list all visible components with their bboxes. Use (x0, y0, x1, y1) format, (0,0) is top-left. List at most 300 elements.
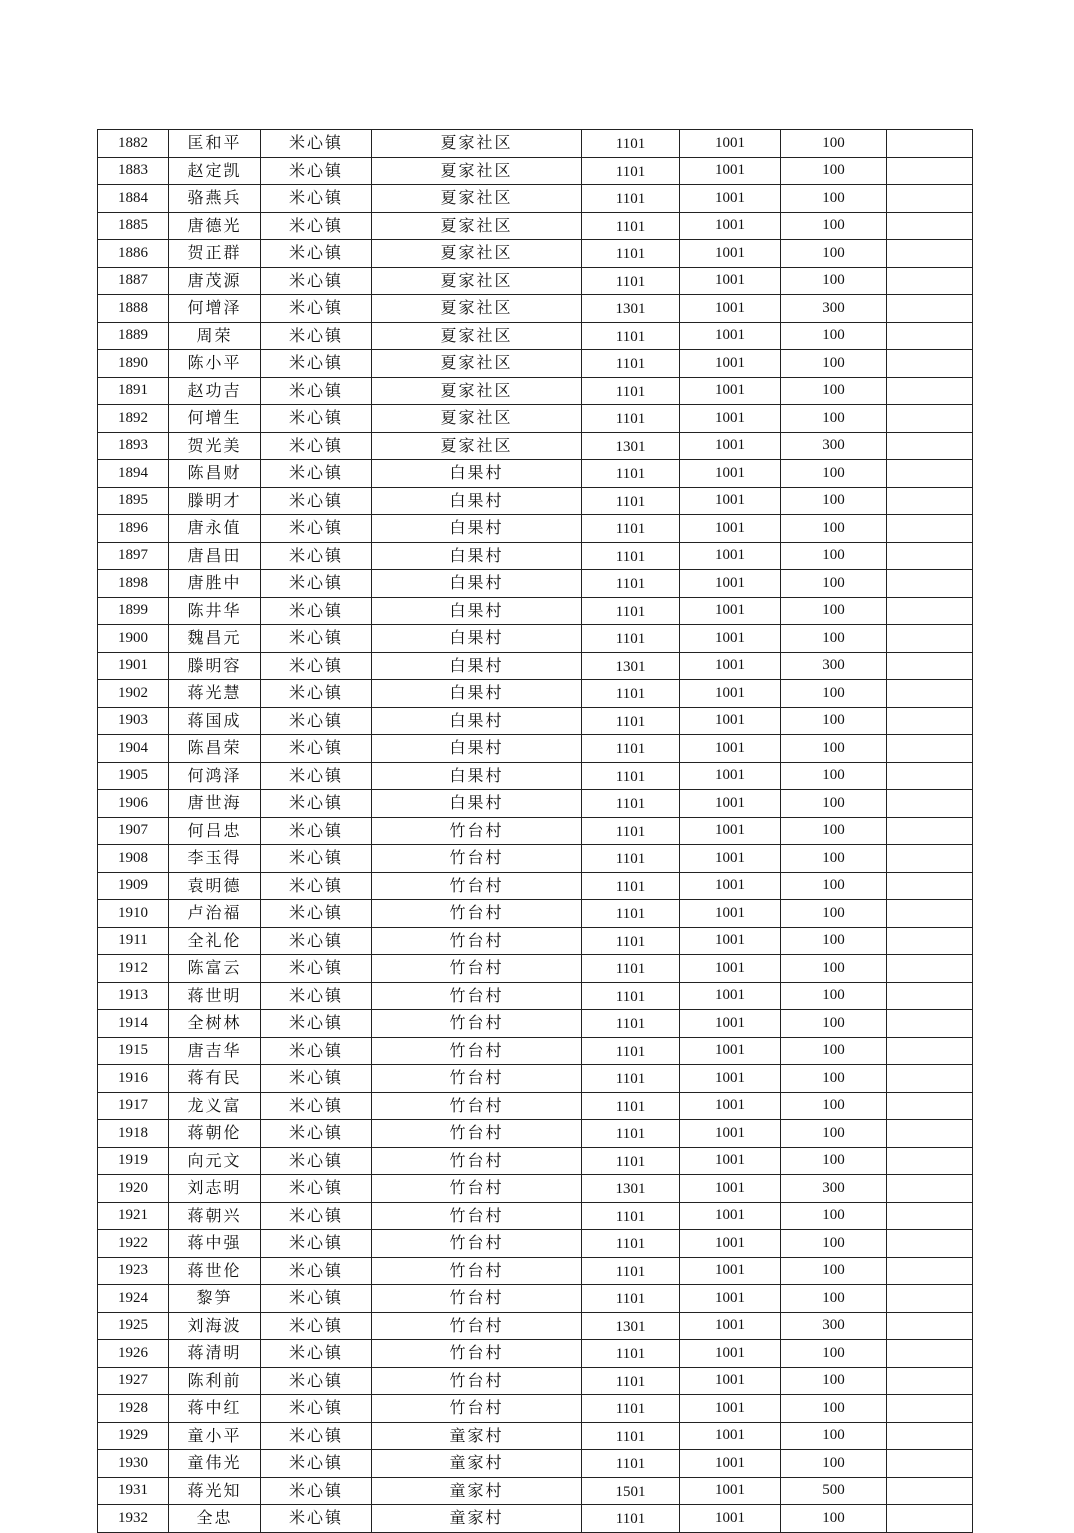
town-cell: 米心镇 (261, 652, 372, 680)
name-cell: 赵定凯 (169, 157, 261, 185)
code-a-cell: 1101 (582, 1367, 680, 1395)
village-cell: 竹台村 (372, 927, 582, 955)
code-b-cell: 1001 (680, 680, 781, 708)
amount-cell: 100 (781, 487, 887, 515)
village-cell: 竹台村 (372, 872, 582, 900)
table-row (98, 322, 973, 350)
code-b-cell: 1001 (680, 982, 781, 1010)
code-b-cell: 1001 (680, 185, 781, 213)
name-cell: 蒋世伦 (169, 1257, 261, 1285)
remark-cell (887, 597, 973, 625)
serial-number-cell: 1927 (98, 1367, 169, 1395)
name-cell: 唐吉华 (169, 1037, 261, 1065)
code-a-cell: 1101 (582, 790, 680, 818)
town-cell: 米心镇 (261, 872, 372, 900)
table-row (98, 1065, 973, 1093)
town-cell: 米心镇 (261, 460, 372, 488)
table-row (98, 1092, 973, 1120)
town-cell: 米心镇 (261, 1477, 372, 1505)
code-a-cell: 1101 (582, 1505, 680, 1533)
table-row (98, 1422, 973, 1450)
code-a-cell: 1101 (582, 707, 680, 735)
town-cell: 米心镇 (261, 212, 372, 240)
amount-cell: 100 (781, 955, 887, 983)
code-a-cell: 1101 (582, 1092, 680, 1120)
code-a-cell: 1101 (582, 872, 680, 900)
remark-cell (887, 1120, 973, 1148)
table-row (98, 212, 973, 240)
code-b-cell: 1001 (680, 872, 781, 900)
code-b-cell: 1001 (680, 267, 781, 295)
amount-cell: 100 (781, 377, 887, 405)
amount-cell: 100 (781, 1367, 887, 1395)
name-cell: 蒋光知 (169, 1477, 261, 1505)
remark-cell (887, 762, 973, 790)
code-b-cell: 1001 (680, 927, 781, 955)
remark-cell (887, 1037, 973, 1065)
town-cell: 米心镇 (261, 597, 372, 625)
town-cell: 米心镇 (261, 1202, 372, 1230)
name-cell: 赵功吉 (169, 377, 261, 405)
village-cell: 竹台村 (372, 1230, 582, 1258)
table-row (98, 515, 973, 543)
village-cell: 竹台村 (372, 1147, 582, 1175)
serial-number-cell: 1908 (98, 845, 169, 873)
amount-cell: 100 (781, 542, 887, 570)
village-cell: 白果村 (372, 762, 582, 790)
name-cell: 匡和平 (169, 130, 261, 158)
amount-cell: 100 (781, 1395, 887, 1423)
remark-cell (887, 1340, 973, 1368)
serial-number-cell: 1932 (98, 1505, 169, 1533)
code-a-cell: 1101 (582, 157, 680, 185)
code-a-cell: 1101 (582, 1422, 680, 1450)
town-cell: 米心镇 (261, 735, 372, 763)
table-row (98, 460, 973, 488)
town-cell: 米心镇 (261, 790, 372, 818)
village-cell: 白果村 (372, 487, 582, 515)
code-b-cell: 1001 (680, 515, 781, 543)
remark-cell (887, 130, 973, 158)
village-cell: 夏家社区 (372, 157, 582, 185)
town-cell: 米心镇 (261, 185, 372, 213)
code-a-cell: 1301 (582, 295, 680, 323)
serial-number-cell: 1885 (98, 212, 169, 240)
town-cell: 米心镇 (261, 570, 372, 598)
table-row (98, 432, 973, 460)
remark-cell (887, 432, 973, 460)
name-cell: 袁明德 (169, 872, 261, 900)
serial-number-cell: 1918 (98, 1120, 169, 1148)
village-cell: 竹台村 (372, 1175, 582, 1203)
town-cell: 米心镇 (261, 982, 372, 1010)
serial-number-cell: 1915 (98, 1037, 169, 1065)
remark-cell (887, 240, 973, 268)
serial-number-cell: 1890 (98, 350, 169, 378)
name-cell: 刘志明 (169, 1175, 261, 1203)
serial-number-cell: 1897 (98, 542, 169, 570)
remark-cell (887, 872, 973, 900)
amount-cell: 100 (781, 322, 887, 350)
village-cell: 童家村 (372, 1477, 582, 1505)
table-row (98, 1505, 973, 1533)
remark-cell (887, 1477, 973, 1505)
table-row (98, 240, 973, 268)
remark-cell (887, 1147, 973, 1175)
amount-cell: 100 (781, 1202, 887, 1230)
amount-cell: 100 (781, 1065, 887, 1093)
table-row (98, 872, 973, 900)
serial-number-cell: 1891 (98, 377, 169, 405)
name-cell: 蒋清明 (169, 1340, 261, 1368)
village-cell: 竹台村 (372, 1037, 582, 1065)
code-a-cell: 1101 (582, 597, 680, 625)
remark-cell (887, 1395, 973, 1423)
village-cell: 夏家社区 (372, 405, 582, 433)
data-table (97, 129, 973, 1533)
amount-cell: 300 (781, 1175, 887, 1203)
remark-cell (887, 1422, 973, 1450)
code-a-cell: 1101 (582, 1037, 680, 1065)
table-row (98, 817, 973, 845)
code-a-cell: 1101 (582, 900, 680, 928)
town-cell: 米心镇 (261, 542, 372, 570)
village-cell: 夏家社区 (372, 240, 582, 268)
amount-cell: 100 (781, 267, 887, 295)
name-cell: 蒋朝兴 (169, 1202, 261, 1230)
amount-cell: 100 (781, 1147, 887, 1175)
serial-number-cell: 1905 (98, 762, 169, 790)
amount-cell: 100 (781, 1340, 887, 1368)
code-a-cell: 1101 (582, 1285, 680, 1313)
village-cell: 白果村 (372, 680, 582, 708)
serial-number-cell: 1922 (98, 1230, 169, 1258)
town-cell: 米心镇 (261, 405, 372, 433)
amount-cell: 100 (781, 817, 887, 845)
table-row (98, 1367, 973, 1395)
name-cell: 李玉得 (169, 845, 261, 873)
name-cell: 蒋世明 (169, 982, 261, 1010)
name-cell: 全礼伦 (169, 927, 261, 955)
amount-cell: 100 (781, 680, 887, 708)
table-row (98, 487, 973, 515)
village-cell: 竹台村 (372, 845, 582, 873)
serial-number-cell: 1907 (98, 817, 169, 845)
village-cell: 白果村 (372, 515, 582, 543)
table-row (98, 845, 973, 873)
code-a-cell: 1101 (582, 377, 680, 405)
name-cell: 童伟光 (169, 1450, 261, 1478)
table-row (98, 542, 973, 570)
amount-cell: 100 (781, 762, 887, 790)
table-row (98, 350, 973, 378)
code-a-cell: 1101 (582, 267, 680, 295)
code-a-cell: 1101 (582, 845, 680, 873)
town-cell: 米心镇 (261, 1285, 372, 1313)
name-cell: 全忠 (169, 1505, 261, 1533)
serial-number-cell: 1929 (98, 1422, 169, 1450)
amount-cell: 100 (781, 1285, 887, 1313)
serial-number-cell: 1913 (98, 982, 169, 1010)
table-row (98, 1477, 973, 1505)
code-a-cell: 1101 (582, 212, 680, 240)
code-a-cell: 1101 (582, 542, 680, 570)
remark-cell (887, 267, 973, 295)
remark-cell (887, 405, 973, 433)
remark-cell (887, 515, 973, 543)
village-cell: 童家村 (372, 1505, 582, 1533)
name-cell: 蒋光慧 (169, 680, 261, 708)
amount-cell: 100 (781, 240, 887, 268)
amount-cell: 100 (781, 405, 887, 433)
name-cell: 蒋国成 (169, 707, 261, 735)
town-cell: 米心镇 (261, 680, 372, 708)
code-a-cell: 1101 (582, 350, 680, 378)
name-cell: 陈小平 (169, 350, 261, 378)
code-a-cell: 1101 (582, 955, 680, 983)
serial-number-cell: 1903 (98, 707, 169, 735)
town-cell: 米心镇 (261, 955, 372, 983)
town-cell: 米心镇 (261, 1367, 372, 1395)
name-cell: 童小平 (169, 1422, 261, 1450)
town-cell: 米心镇 (261, 817, 372, 845)
code-b-cell: 1001 (680, 1477, 781, 1505)
serial-number-cell: 1931 (98, 1477, 169, 1505)
remark-cell (887, 1010, 973, 1038)
town-cell: 米心镇 (261, 350, 372, 378)
code-b-cell: 1001 (680, 955, 781, 983)
town-cell: 米心镇 (261, 1037, 372, 1065)
town-cell: 米心镇 (261, 1422, 372, 1450)
table-row (98, 900, 973, 928)
name-cell: 陈井华 (169, 597, 261, 625)
village-cell: 白果村 (372, 460, 582, 488)
amount-cell: 100 (781, 350, 887, 378)
serial-number-cell: 1895 (98, 487, 169, 515)
town-cell: 米心镇 (261, 432, 372, 460)
serial-number-cell: 1925 (98, 1312, 169, 1340)
code-a-cell: 1101 (582, 680, 680, 708)
code-b-cell: 1001 (680, 1340, 781, 1368)
serial-number-cell: 1910 (98, 900, 169, 928)
remark-cell (887, 1065, 973, 1093)
table-row (98, 295, 973, 323)
code-b-cell: 1001 (680, 762, 781, 790)
code-b-cell: 1001 (680, 1505, 781, 1533)
village-cell: 白果村 (372, 625, 582, 653)
name-cell: 陈昌财 (169, 460, 261, 488)
village-cell: 童家村 (372, 1422, 582, 1450)
code-a-cell: 1101 (582, 735, 680, 763)
serial-number-cell: 1906 (98, 790, 169, 818)
code-b-cell: 1001 (680, 817, 781, 845)
code-a-cell: 1101 (582, 625, 680, 653)
remark-cell (887, 295, 973, 323)
code-b-cell: 1001 (680, 240, 781, 268)
code-b-cell: 1001 (680, 322, 781, 350)
village-cell: 白果村 (372, 570, 582, 598)
name-cell: 蒋中红 (169, 1395, 261, 1423)
serial-number-cell: 1888 (98, 295, 169, 323)
town-cell: 米心镇 (261, 157, 372, 185)
serial-number-cell: 1917 (98, 1092, 169, 1120)
table-row (98, 1147, 973, 1175)
table-row (98, 735, 973, 763)
remark-cell (887, 845, 973, 873)
amount-cell: 100 (781, 515, 887, 543)
code-b-cell: 1001 (680, 1175, 781, 1203)
town-cell: 米心镇 (261, 1120, 372, 1148)
amount-cell: 100 (781, 1422, 887, 1450)
code-a-cell: 1301 (582, 1175, 680, 1203)
table-row (98, 762, 973, 790)
serial-number-cell: 1884 (98, 185, 169, 213)
serial-number-cell: 1900 (98, 625, 169, 653)
code-a-cell: 1101 (582, 1340, 680, 1368)
code-b-cell: 1001 (680, 1285, 781, 1313)
amount-cell: 100 (781, 707, 887, 735)
name-cell: 卢治福 (169, 900, 261, 928)
remark-cell (887, 927, 973, 955)
remark-cell (887, 1450, 973, 1478)
remark-cell (887, 1367, 973, 1395)
code-b-cell: 1001 (680, 542, 781, 570)
serial-number-cell: 1889 (98, 322, 169, 350)
code-a-cell: 1101 (582, 1147, 680, 1175)
amount-cell: 300 (781, 295, 887, 323)
table-row (98, 185, 973, 213)
code-a-cell: 1101 (582, 405, 680, 433)
amount-cell: 100 (781, 1120, 887, 1148)
code-b-cell: 1001 (680, 1202, 781, 1230)
table-row (98, 1395, 973, 1423)
name-cell: 陈利前 (169, 1367, 261, 1395)
code-b-cell: 1001 (680, 487, 781, 515)
serial-number-cell: 1916 (98, 1065, 169, 1093)
code-b-cell: 1001 (680, 845, 781, 873)
name-cell: 蒋中强 (169, 1230, 261, 1258)
village-cell: 白果村 (372, 597, 582, 625)
serial-number-cell: 1898 (98, 570, 169, 598)
name-cell: 蒋有民 (169, 1065, 261, 1093)
town-cell: 米心镇 (261, 322, 372, 350)
remark-cell (887, 460, 973, 488)
name-cell: 贺光美 (169, 432, 261, 460)
code-b-cell: 1001 (680, 1257, 781, 1285)
town-cell: 米心镇 (261, 1010, 372, 1038)
village-cell: 竹台村 (372, 1257, 582, 1285)
name-cell: 何鸿泽 (169, 762, 261, 790)
town-cell: 米心镇 (261, 845, 372, 873)
name-cell: 陈富云 (169, 955, 261, 983)
table-row (98, 570, 973, 598)
name-cell: 唐胜中 (169, 570, 261, 598)
village-cell: 竹台村 (372, 1065, 582, 1093)
code-b-cell: 1001 (680, 900, 781, 928)
name-cell: 滕明才 (169, 487, 261, 515)
table-row (98, 707, 973, 735)
remark-cell (887, 625, 973, 653)
name-cell: 唐茂源 (169, 267, 261, 295)
remark-cell (887, 817, 973, 845)
remark-cell (887, 707, 973, 735)
code-b-cell: 1001 (680, 212, 781, 240)
village-cell: 白果村 (372, 652, 582, 680)
name-cell: 滕明容 (169, 652, 261, 680)
amount-cell: 100 (781, 1505, 887, 1533)
code-a-cell: 1101 (582, 1230, 680, 1258)
code-a-cell: 1101 (582, 515, 680, 543)
code-b-cell: 1001 (680, 1230, 781, 1258)
code-a-cell: 1101 (582, 460, 680, 488)
remark-cell (887, 377, 973, 405)
table-row (98, 1312, 973, 1340)
remark-cell (887, 322, 973, 350)
town-cell: 米心镇 (261, 515, 372, 543)
remark-cell (887, 1230, 973, 1258)
remark-cell (887, 1312, 973, 1340)
code-a-cell: 1101 (582, 927, 680, 955)
code-a-cell: 1101 (582, 1010, 680, 1038)
code-a-cell: 1301 (582, 432, 680, 460)
code-a-cell: 1101 (582, 1395, 680, 1423)
remark-cell (887, 955, 973, 983)
table-row (98, 130, 973, 158)
village-cell: 竹台村 (372, 900, 582, 928)
name-cell: 贺正群 (169, 240, 261, 268)
code-a-cell: 1101 (582, 1450, 680, 1478)
serial-number-cell: 1904 (98, 735, 169, 763)
amount-cell: 100 (781, 982, 887, 1010)
table-row (98, 927, 973, 955)
town-cell: 米心镇 (261, 1147, 372, 1175)
village-cell: 白果村 (372, 790, 582, 818)
table-row (98, 1037, 973, 1065)
remark-cell (887, 1175, 973, 1203)
remark-cell (887, 735, 973, 763)
town-cell: 米心镇 (261, 762, 372, 790)
table-row (98, 1202, 973, 1230)
village-cell: 夏家社区 (372, 185, 582, 213)
village-cell: 白果村 (372, 735, 582, 763)
code-a-cell: 1101 (582, 322, 680, 350)
code-a-cell: 1301 (582, 652, 680, 680)
code-a-cell: 1101 (582, 817, 680, 845)
village-cell: 竹台村 (372, 1010, 582, 1038)
name-cell: 龙义富 (169, 1092, 261, 1120)
code-a-cell: 1301 (582, 1312, 680, 1340)
town-cell: 米心镇 (261, 130, 372, 158)
amount-cell: 100 (781, 735, 887, 763)
serial-number-cell: 1887 (98, 267, 169, 295)
remark-cell (887, 1257, 973, 1285)
code-b-cell: 1001 (680, 707, 781, 735)
serial-number-cell: 1886 (98, 240, 169, 268)
name-cell: 唐德光 (169, 212, 261, 240)
code-a-cell: 1101 (582, 1202, 680, 1230)
table-row (98, 680, 973, 708)
table-row (98, 377, 973, 405)
name-cell: 全树林 (169, 1010, 261, 1038)
code-a-cell: 1501 (582, 1477, 680, 1505)
village-cell: 童家村 (372, 1450, 582, 1478)
amount-cell: 100 (781, 570, 887, 598)
table-row (98, 1450, 973, 1478)
code-b-cell: 1001 (680, 790, 781, 818)
serial-number-cell: 1902 (98, 680, 169, 708)
table-body (98, 130, 973, 1533)
name-cell: 陈昌荣 (169, 735, 261, 763)
